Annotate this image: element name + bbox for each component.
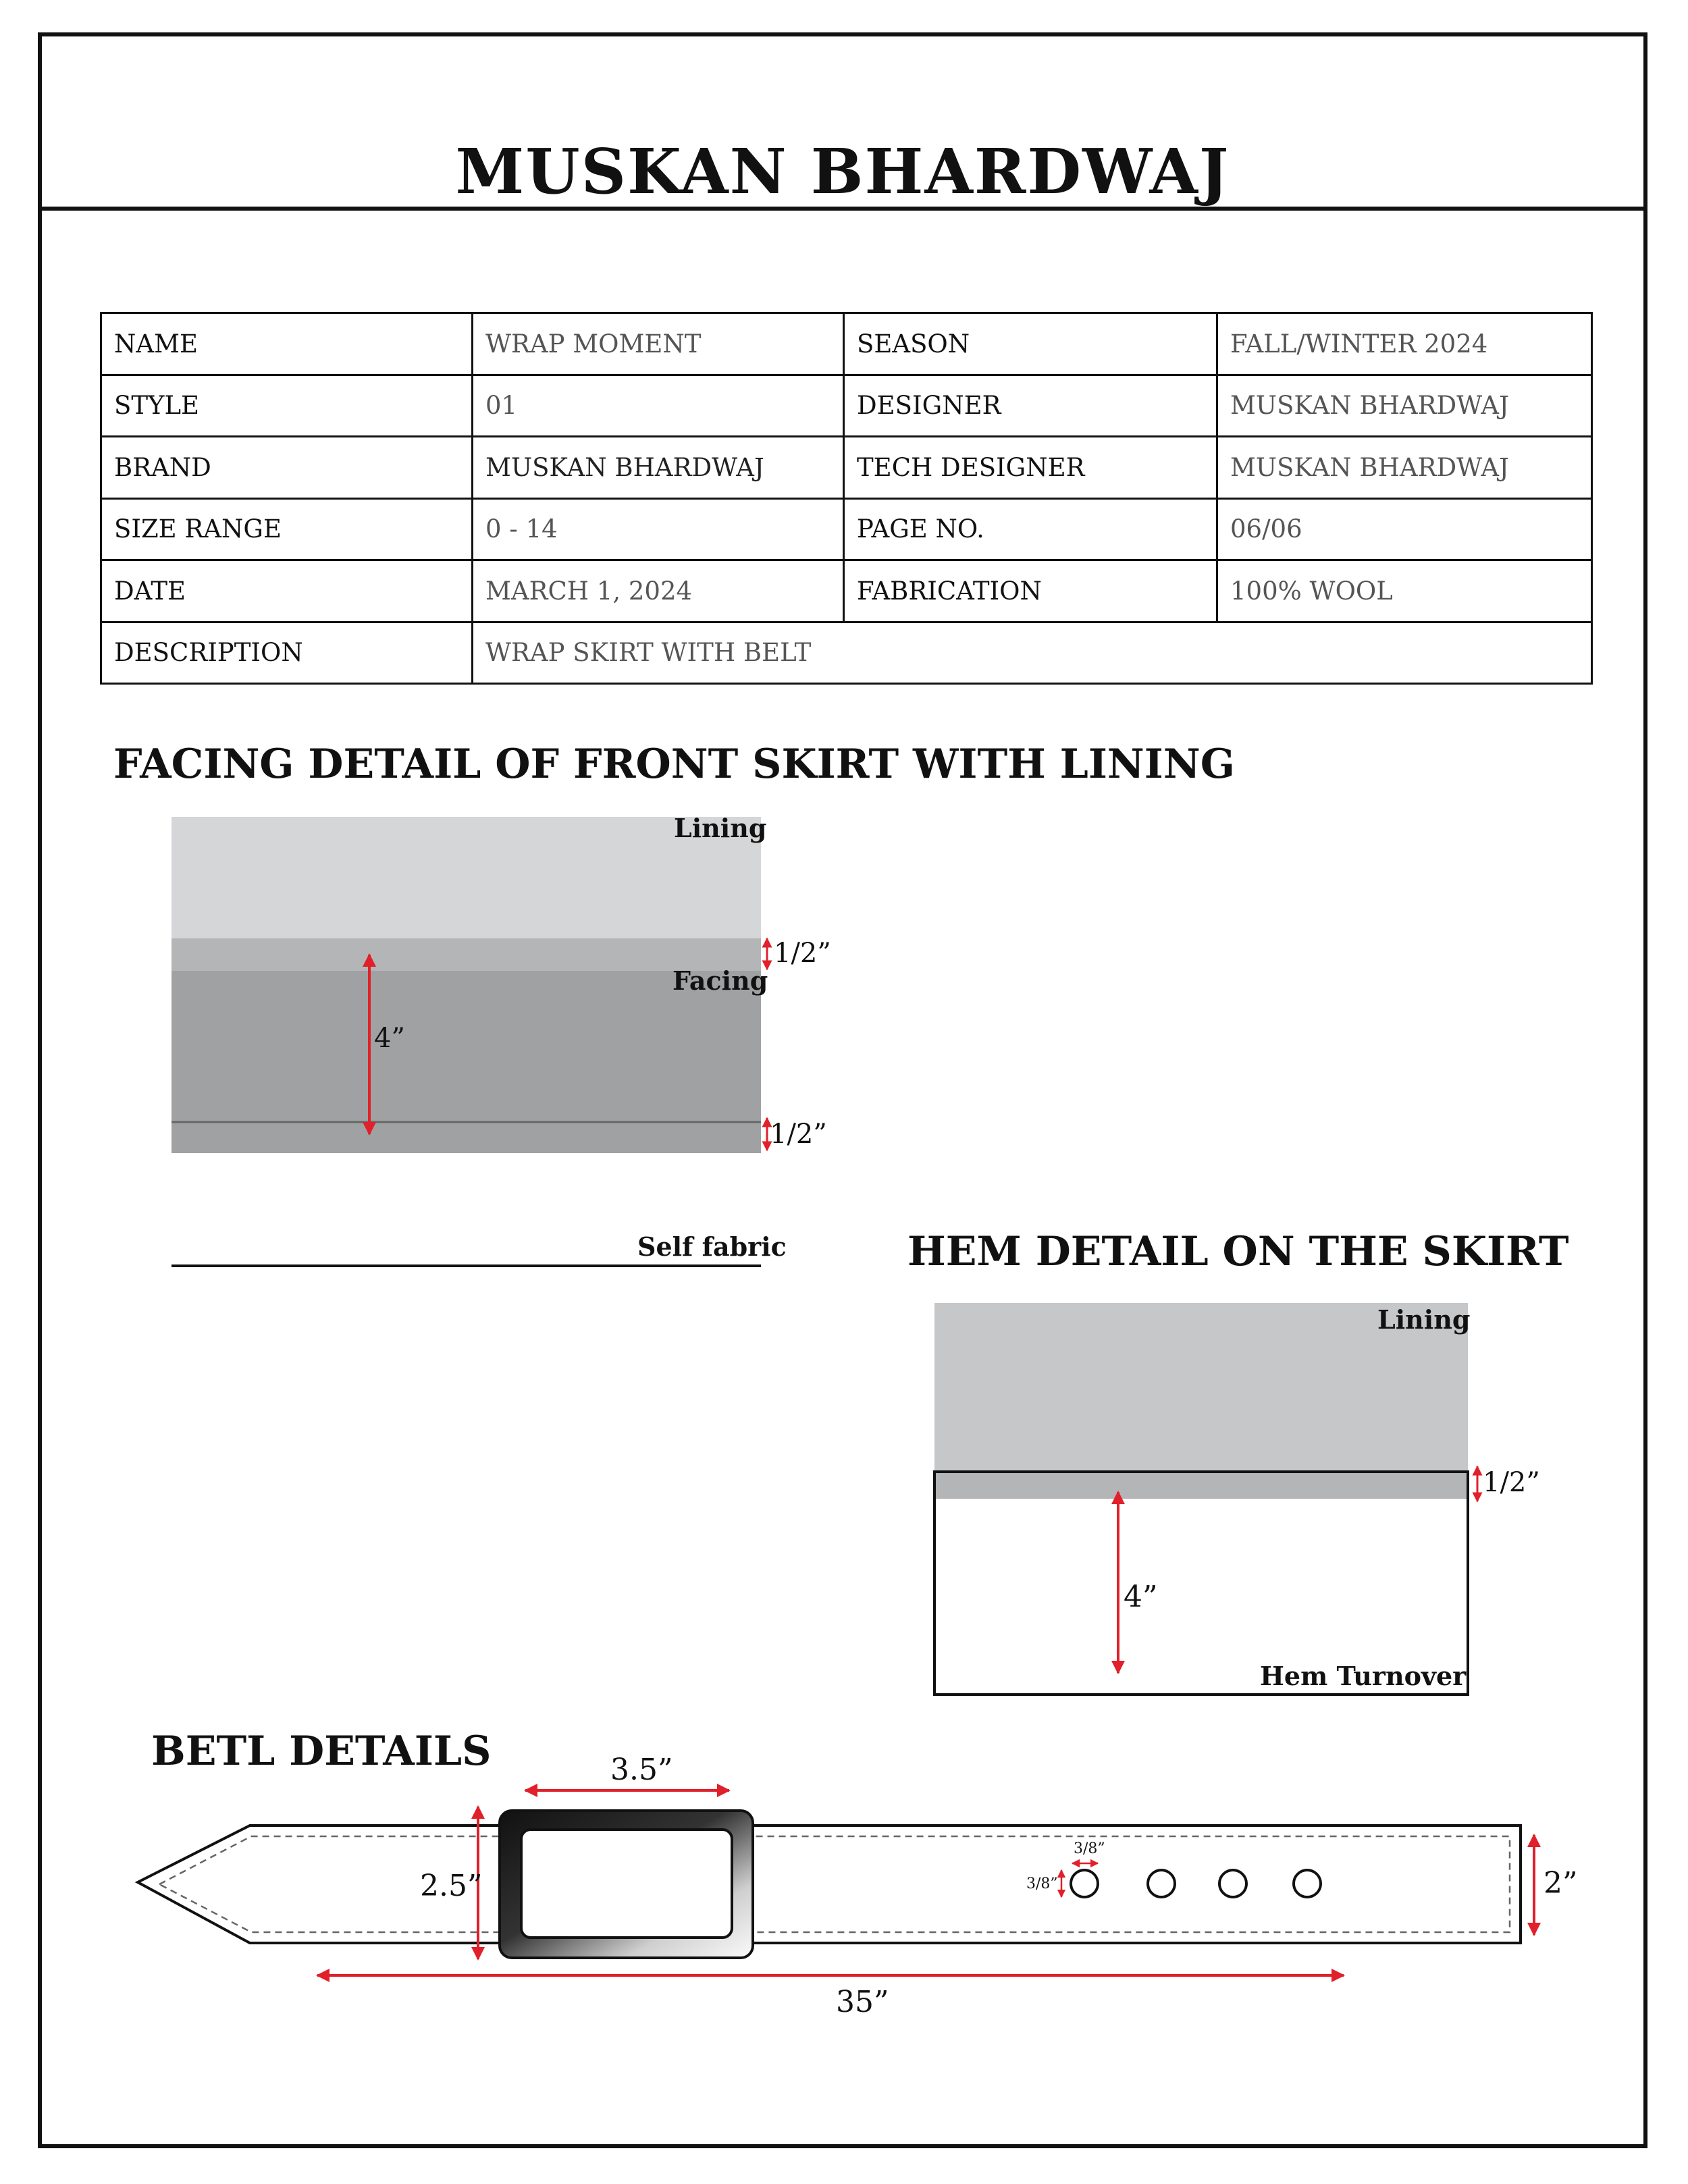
name-value: WRAP MOMENT xyxy=(473,313,844,375)
hem-turnover-label: Hem Turnover xyxy=(1260,1661,1467,1691)
size-range-value: 0 - 14 xyxy=(473,498,844,560)
fabrication-label: FABRICATION xyxy=(844,560,1217,622)
belt-hole xyxy=(1219,1870,1246,1897)
belt-heading: BETL DETAILS xyxy=(151,1728,492,1775)
description-value: WRAP SKIRT WITH BELT xyxy=(473,622,1592,684)
size-range-label: SIZE RANGE xyxy=(101,498,473,560)
brand-label: BRAND xyxy=(101,437,473,499)
date-value: MARCH 1, 2024 xyxy=(473,560,844,622)
page-no-value: 06/06 xyxy=(1217,498,1592,560)
tech-designer-value: MUSKAN BHARDWAJ xyxy=(1217,437,1592,499)
facing-panel xyxy=(172,971,761,1153)
hem-height-label: 4” xyxy=(1124,1580,1158,1614)
page-title: MUSKAN BHARDWAJ xyxy=(455,135,1230,208)
hem-overlap-label: 1/2” xyxy=(1483,1467,1540,1498)
tech-designer-label: TECH DESIGNER xyxy=(844,437,1217,499)
date-label: DATE xyxy=(101,560,473,622)
name-label: NAME xyxy=(101,313,473,375)
fabrication-value: 100% WOOL xyxy=(1217,560,1592,622)
facing-bottom-label: 1/2” xyxy=(770,1119,827,1150)
season-value: FALL/WINTER 2024 xyxy=(1217,313,1592,375)
page-no-label: PAGE NO. xyxy=(844,498,1217,560)
brand-value: MUSKAN BHARDWAJ xyxy=(473,437,844,499)
designer-value: MUSKAN BHARDWAJ xyxy=(1217,375,1592,437)
style-label: STYLE xyxy=(101,375,473,437)
hole-size-label: 3/8” xyxy=(1026,1875,1058,1892)
hem-overlap-band xyxy=(934,1472,1468,1499)
belt-length-label: 35” xyxy=(836,1985,889,2019)
hem-lining-label: Lining xyxy=(1377,1304,1471,1335)
facing-label: Facing xyxy=(672,965,768,996)
season-label: SEASON xyxy=(844,313,1217,375)
designer-label: DESIGNER xyxy=(844,375,1217,437)
style-value: 01 xyxy=(473,375,844,437)
strap-width-label: 2” xyxy=(1544,1866,1578,1900)
facing-top-label: 1/2” xyxy=(774,938,831,969)
belt-hole xyxy=(1148,1870,1175,1897)
facing-lining-panel xyxy=(172,817,761,938)
belt-hole xyxy=(1071,1870,1098,1897)
self-fabric-label: Self fabric xyxy=(637,1231,787,1262)
description-label: DESCRIPTION xyxy=(101,622,473,684)
buckle-height-label: 2.5” xyxy=(420,1869,483,1903)
facing-lining-label: Lining xyxy=(674,813,767,843)
belt-hole xyxy=(1294,1870,1321,1897)
hole-spacing-label: 3/8” xyxy=(1074,1840,1105,1857)
facing-height-label: 4” xyxy=(374,1023,405,1054)
hem-heading: HEM DETAIL ON THE SKIRT xyxy=(907,1228,1569,1275)
buckle-width-label: 3.5” xyxy=(610,1753,673,1787)
belt-buckle-opening xyxy=(521,1830,732,1938)
facing-heading: FACING DETAIL OF FRONT SKIRT WITH LINING xyxy=(113,741,1235,788)
